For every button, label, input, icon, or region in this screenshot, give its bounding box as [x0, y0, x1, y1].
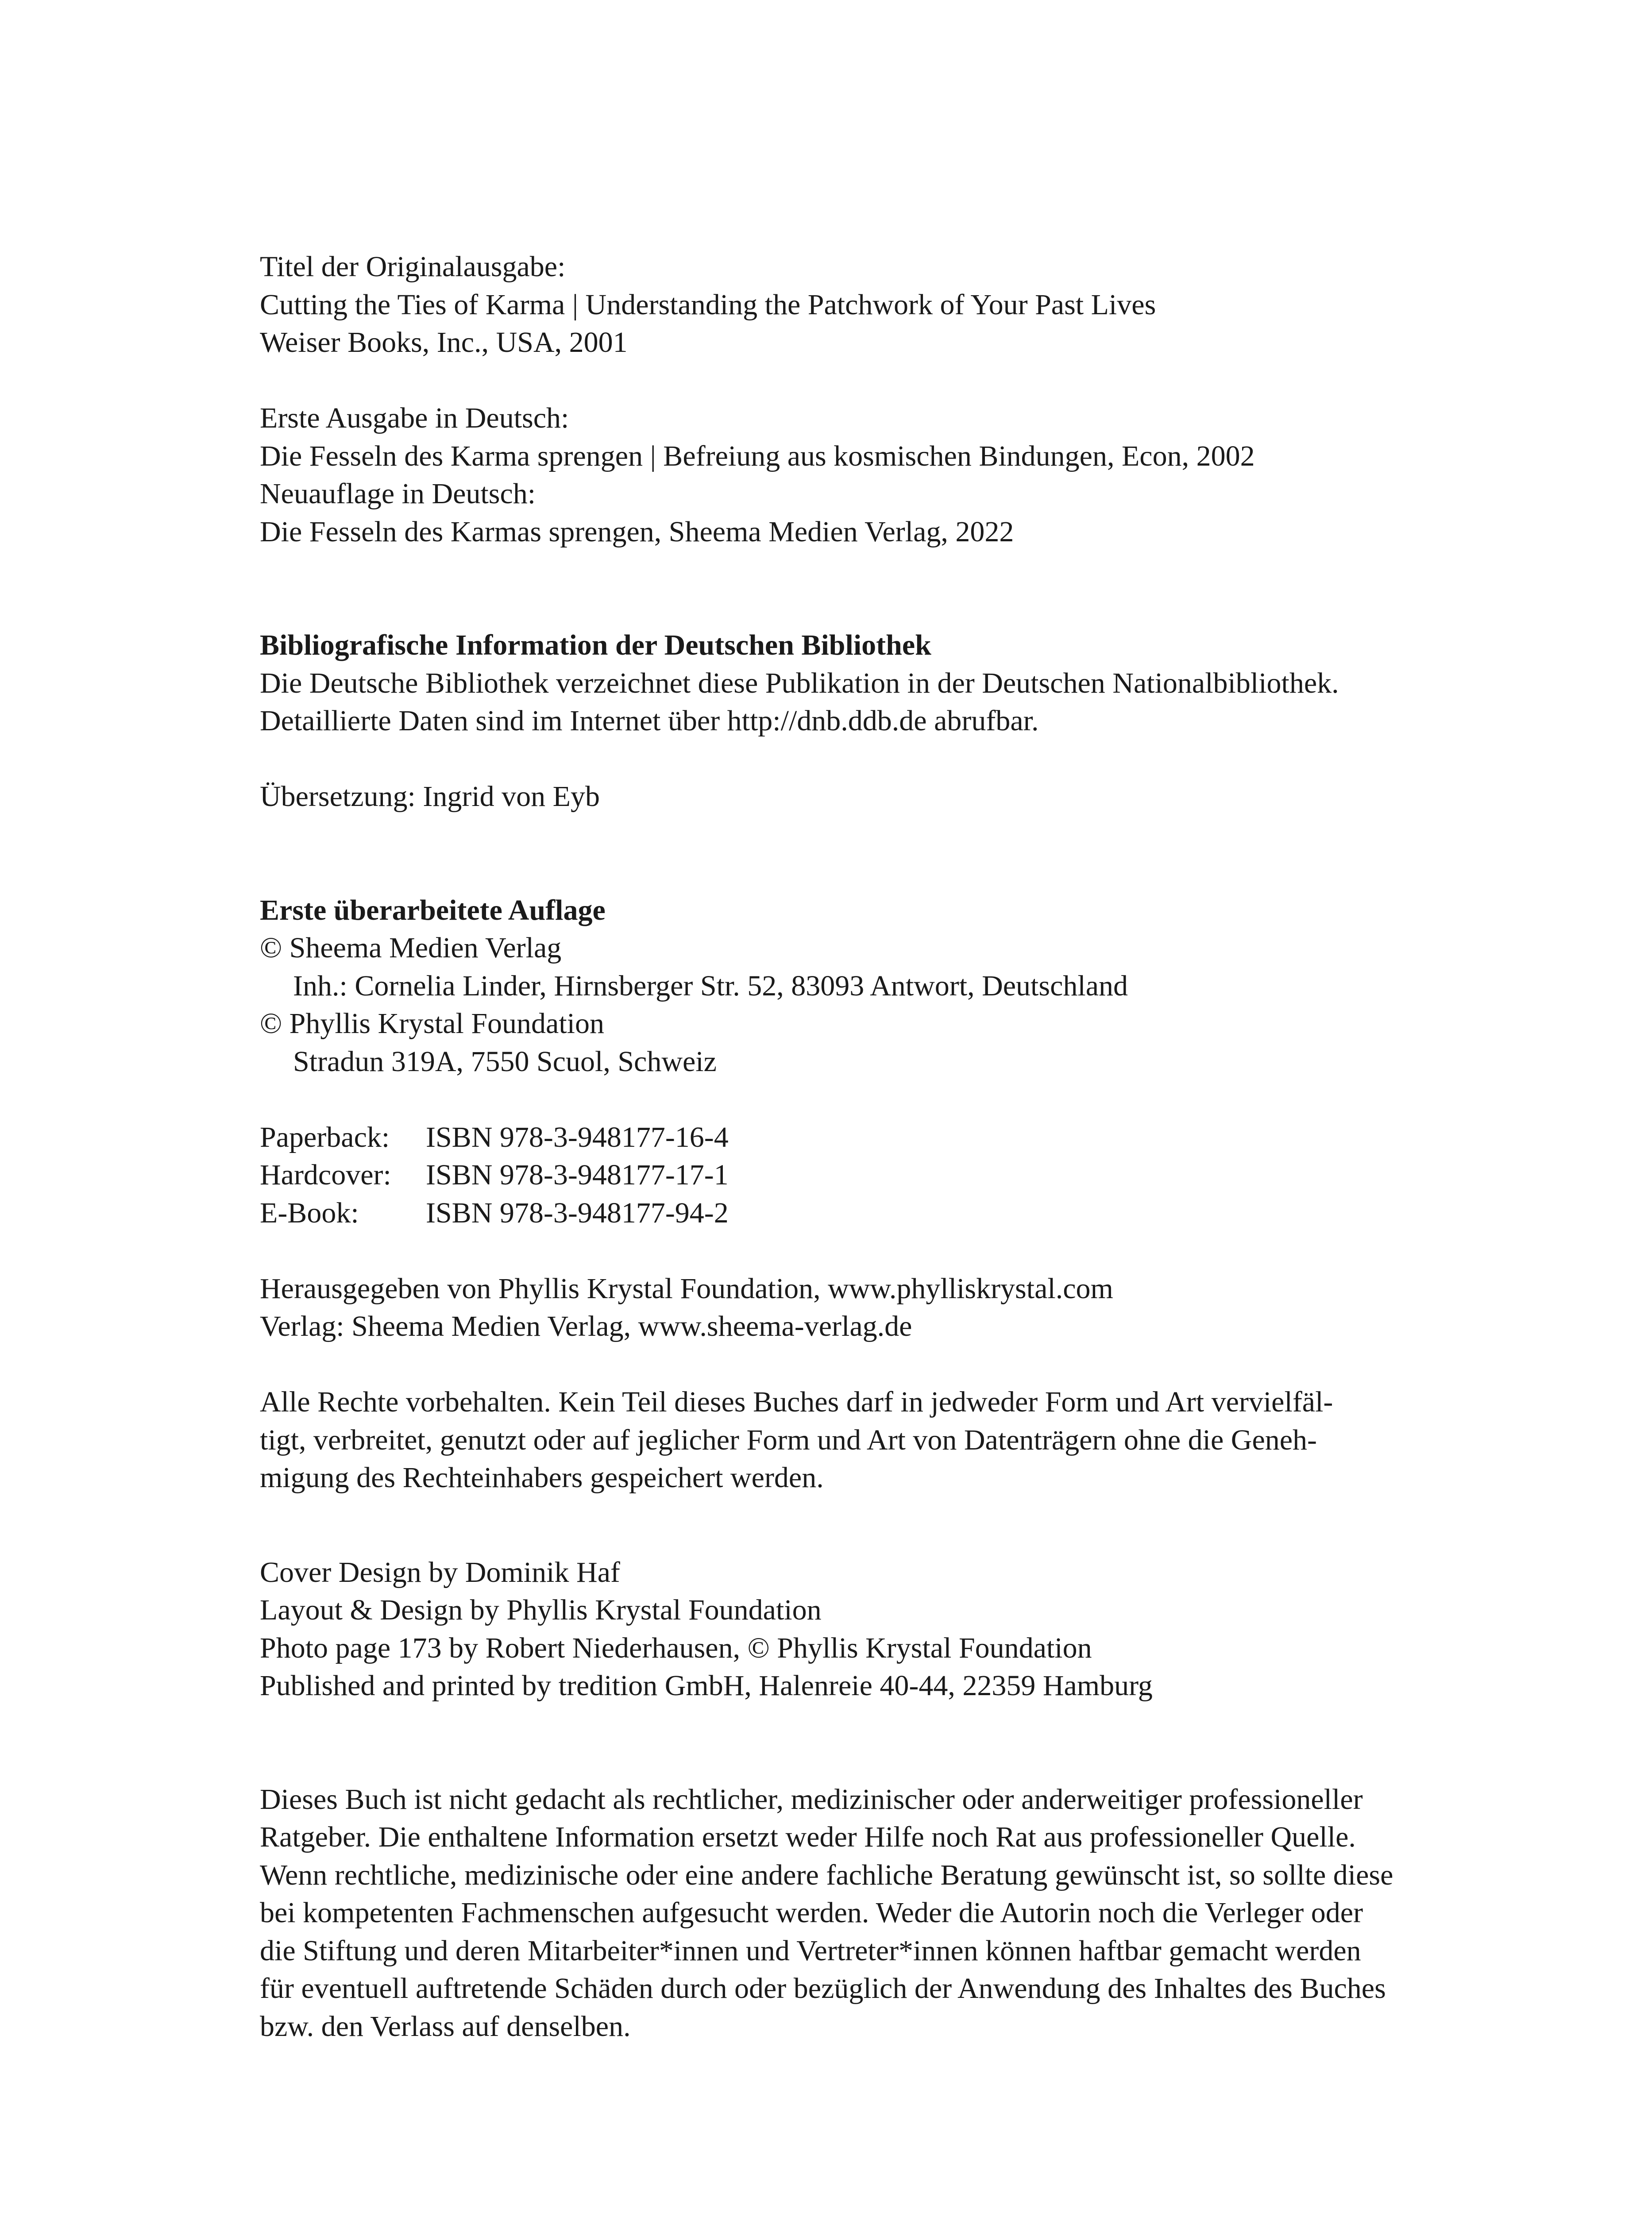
translation-block — [260, 778, 1428, 816]
isbn-number: ISBN 978-3-948177-94-2 — [426, 1196, 729, 1229]
first-german-edition-title: Die Fesseln des Karma sprengen | Befreiung aus kosmischen Bindungen, Econ, 2002 — [260, 440, 1255, 472]
editor-line: Herausgegeben von Phyllis Krystal Foundation, www.phylliskrystal.com — [260, 1272, 1113, 1305]
original-edition-block — [260, 248, 1428, 362]
disclaimer-line-5: die Stiftung und deren Mitarbeiter*innen und Vertreter*innen können haftbar gemacht werden — [260, 1934, 1361, 1967]
first-german-edition-label: Erste Ausgabe in Deutsch: — [260, 402, 569, 434]
isbn-list — [260, 1118, 1428, 1232]
disclaimer-block — [260, 1781, 1428, 2046]
new-german-edition-title: Die Fesseln des Karmas sprengen, Sheema Medien Verlag, 2022 — [260, 515, 1014, 548]
german-editions-block — [260, 399, 1428, 551]
bibliography-line-1: Die Deutsche Bibliothek verzeichnet diese Publikation in der Deutschen Nationalbibliothek. — [260, 667, 1339, 699]
isbn-format-label: Hardcover: — [260, 1159, 391, 1191]
layout-credit: Layout & Design by Phyllis Krystal Foundation — [260, 1594, 822, 1626]
rights-line-3: migung des Rechteinhabers gespeichert werden. — [260, 1461, 824, 1494]
new-german-edition-label: Neuauflage in Deutsch: — [260, 478, 536, 510]
copyright-foundation: © Phyllis Krystal Foundation — [260, 1007, 605, 1040]
translator-credit: Übersetzung: Ingrid von Eyb — [260, 780, 600, 813]
disclaimer-line-6: für eventuell auftretende Schäden durch oder bezüglich der Anwendung des Inhaltes des Buches — [260, 1972, 1386, 2005]
photo-credit: Photo page 173 by Robert Niederhausen, © Phyllis Krystal Foundation — [260, 1631, 1092, 1664]
isbn-row-paperback — [260, 1118, 1428, 1157]
disclaimer-line-2: Ratgeber. Die enthaltene Information ersetzt weder Hilfe noch Rat aus professioneller Quelle. — [260, 1821, 1356, 1853]
imprint-page — [260, 248, 1428, 2045]
isbn-row-hardcover — [260, 1156, 1428, 1194]
original-edition-title: Cutting the Ties of Karma | Understanding the Patchwork of Your Past Lives — [260, 288, 1156, 321]
rights-line-1: Alle Rechte vorbehalten. Kein Teil dieses Buches darf in jedweder Form und Art vervielfäl- — [260, 1386, 1333, 1418]
bibliography-heading: Bibliografische Information der Deutschen Bibliothek — [260, 629, 931, 661]
publishers-block — [260, 1270, 1428, 1346]
cover-design-credit: Cover Design by Dominik Haf — [260, 1556, 620, 1588]
rights-block — [260, 1383, 1428, 1497]
original-edition-label: Titel der Originalausgabe: — [260, 251, 566, 283]
bibliography-block — [260, 626, 1428, 740]
isbn-number: ISBN 978-3-948177-16-4 — [426, 1121, 729, 1153]
disclaimer-line-1: Dieses Buch ist nicht gedacht als rechtlicher, medizinischer oder anderweitiger professioneller — [260, 1783, 1363, 1816]
edition-heading: Erste überarbeitete Auflage — [260, 894, 606, 926]
copyright-publisher: © Sheema Medien Verlag — [260, 932, 562, 964]
publisher-line: Verlag: Sheema Medien Verlag, www.sheema-verlag.de — [260, 1310, 912, 1342]
disclaimer-line-7: bzw. den Verlass auf denselben. — [260, 2010, 631, 2043]
publisher-address: Inh.: Cornelia Linder, Hirnsberger Str. 52, 83093 Antwort, Deutschland — [293, 969, 1128, 1002]
printing-credit: Published and printed by tredition GmbH, Halenreie 40-44, 22359 Hamburg — [260, 1669, 1153, 1702]
isbn-number: ISBN 978-3-948177-17-1 — [426, 1159, 729, 1191]
isbn-format-label: Paperback: — [260, 1121, 390, 1153]
disclaimer-line-3: Wenn rechtliche, medizinische oder eine andere fachliche Beratung gewünscht ist, so sollte diese — [260, 1858, 1393, 1891]
credits-block — [260, 1554, 1428, 1705]
foundation-address: Stradun 319A, 7550 Scuol, Schweiz — [293, 1045, 717, 1078]
rights-line-2: tigt, verbreitet, genutzt oder auf jeglicher Form und Art von Datenträgern ohne die Geneh- — [260, 1423, 1317, 1456]
edition-block — [260, 891, 1428, 1081]
bibliography-line-2: Detaillierte Daten sind im Internet über http://dnb.ddb.de abrufbar. — [260, 705, 1039, 737]
isbn-format-label: E-Book: — [260, 1196, 359, 1229]
original-edition-publisher: Weiser Books, Inc., USA, 2001 — [260, 326, 628, 359]
disclaimer-line-4: bei kompetenten Fachmenschen aufgesucht werden. Weder die Autorin noch die Verleger oder — [260, 1897, 1363, 1929]
isbn-row-ebook — [260, 1194, 1428, 1232]
